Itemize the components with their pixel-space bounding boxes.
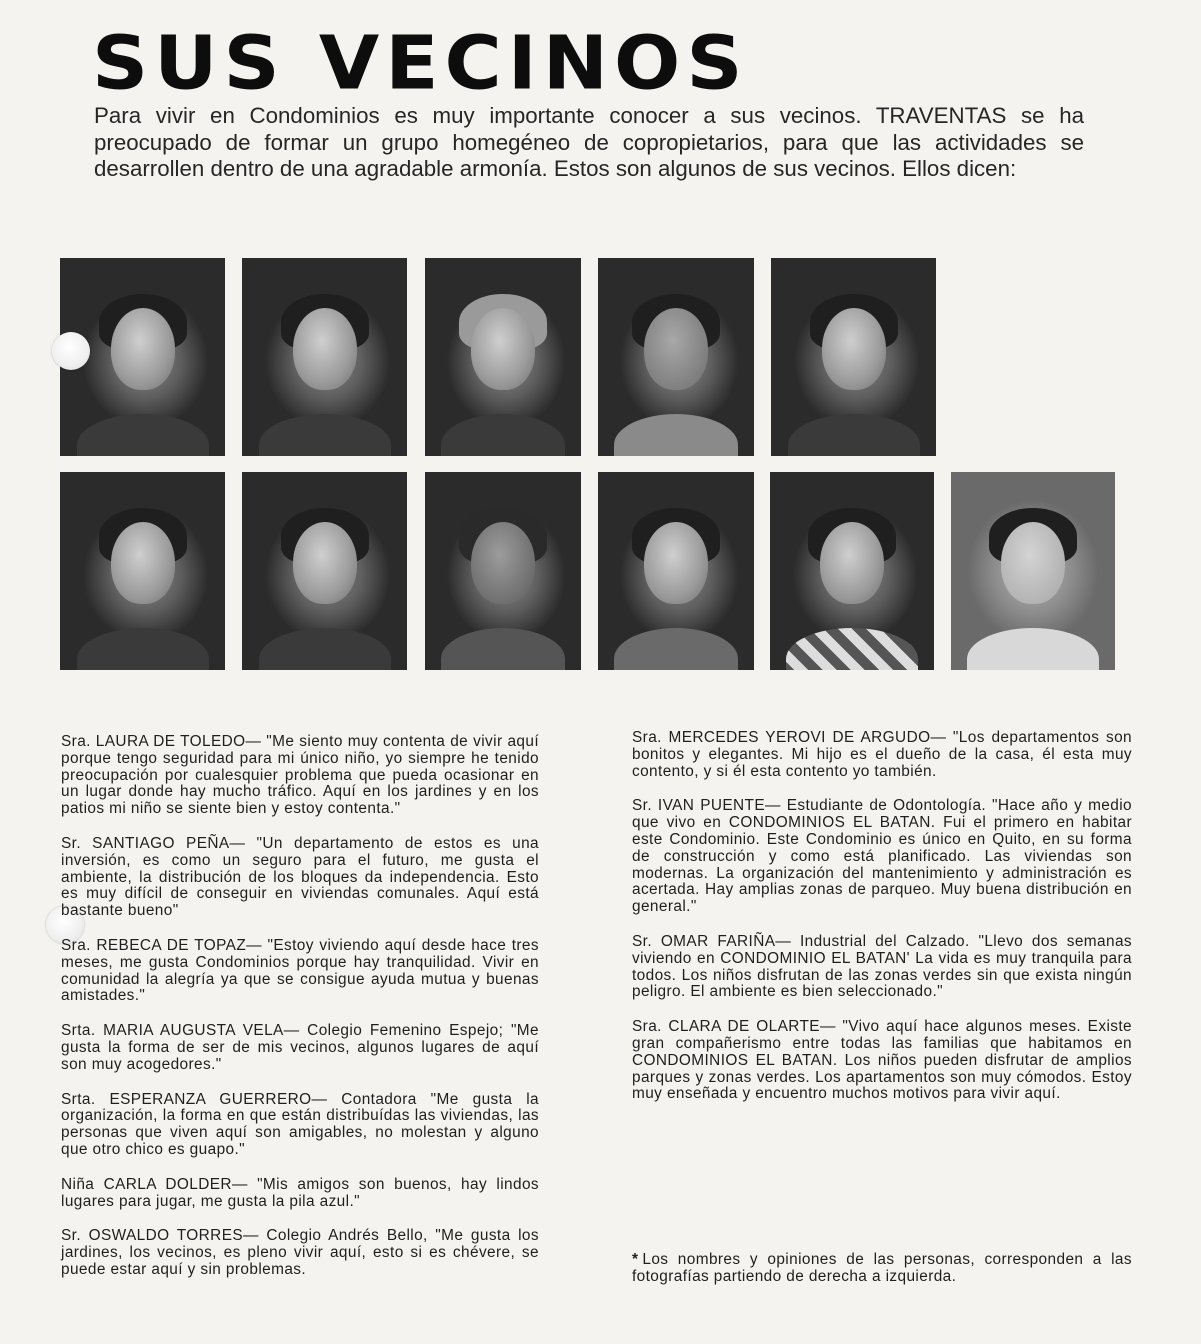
portrait-photo <box>951 472 1115 670</box>
portrait-photo <box>770 472 934 670</box>
portrait-photo <box>598 258 754 456</box>
footnote <box>632 1251 1132 1285</box>
testimonial: Sra. LAURA DE TOLEDO— "Me siento muy contenta de vivir aquí porque tengo seguridad para mi único niño, yo siempre he tenido preocupación por cualesquier problema que pueda ocasionar en un lugar donde hay mucho tráfico. Aquí en los jardines y en los patios mi niño se siente bien y estoy contenta." <box>61 733 539 818</box>
portrait-photo <box>425 472 581 670</box>
footnote-mark: * <box>632 1251 639 1268</box>
portrait-photo <box>242 258 407 456</box>
portrait-photo <box>771 258 936 456</box>
testimonial: Sra. REBECA DE TOPAZ— "Estoy viviendo aquí desde hace tres meses, me gusta Condominios porque hay tranquilidad. Vivir en comunidad la alegría ya que se consigue ayuda mutua y buenas amistades." <box>61 936 539 1005</box>
testimonial: Srta. ESPERANZA GUERRERO— Contadora "Me gusta la organización, la forma en que están distribuídas las viviendas, las personas que viven aquí son amigables, no molestan y alguno que otro chico es guapo." <box>61 1090 539 1158</box>
portrait-photo <box>598 472 754 670</box>
testimonials-left-column <box>61 734 539 1297</box>
testimonial: Sra. CLARA DE OLARTE— "Vivo aquí hace algunos meses. Existe gran compañerismo entre todas las familias que habitamos en CONDOMINIOS EL BATAN. Los niños pueden disfrutar de amplios parques y zonas verdes. Los apartamentos son muy cómodos. Estoy muy enseñada y encuentro muchos motivos para vivir aquí. <box>632 1018 1132 1103</box>
testimonial: Srta. MARIA AUGUSTA VELA— Colegio Femenino Espejo; "Me gusta la forma de ser de mis vecinos, algunos lugares de aquí son muy acogedores." <box>61 1022 539 1073</box>
testimonial: Niña CARLA DOLDER— "Mis amigos son buenos, hay lindos lugares para jugar, me gusta la pila azul." <box>61 1175 539 1210</box>
portrait-photo <box>242 472 407 670</box>
punch-hole <box>52 332 90 370</box>
testimonial: Sr. OSWALDO TORRES— Colegio Andrés Bello, "Me gusta los jardines, los vecinos, es pleno vivir aquí, esto si es chévere, se puede estar aquí y sin problemas. <box>61 1227 539 1278</box>
testimonial: Sr. IVAN PUENTE— Estudiante de Odontología. "Hace año y medio que vivo en CONDOMINIOS EL BATAN. Fui el primero en habitar este Condominio. Este Condominio es único en Quito, en su forma de construcción y como está planificado. Las viviendas son modernas. La organización del mantenimiento y administración es acertada. Hay amplias zonas de parqueo. Muy buena distribución en general." <box>632 797 1132 916</box>
testimonial: Sr. OMAR FARIÑA— Industrial del Calzado. "Llevo dos semanas viviendo en CONDOMINIO EL BATAN' La vida es muy tranquila para todos. Los niños disfrutan de las zonas verdes sin que exista ningún peligro. El ambiente es bien seleccionado." <box>632 932 1132 1001</box>
testimonial: Sra. MERCEDES YEROVI DE ARGUDO— "Los departamentos son bonitos y elegantes. Mi hijo es el dueño de la casa, él esta muy contento, y si él esta contento yo también. <box>632 729 1132 780</box>
intro-paragraph: Para vivir en Condominios es muy importante conocer a sus vecinos. TRAVENTAS se ha preocupado de formar un grupo homegéneo de copropietarios, para que las actividades se desarrollen dentro de una agradable armonía. Estos son algunos de sus vecinos. Ellos dicen: <box>94 103 1084 181</box>
footnote-text: Los nombres y opiniones de las personas, corresponden a las fotografías partiendo de derecha a izquierda. <box>632 1251 1132 1285</box>
portrait-photo <box>425 258 581 456</box>
testimonial: Sr. SANTIAGO PEÑA— "Un departamento de estos es una inversión, es como un seguro para el futuro, me gusta el ambiente, la distribución de los bloques da independencia. Esto es muy difícil de conseguir en viviendas comunales. Aquí está bastante bueno" <box>61 834 539 920</box>
page-title: SUS VECINOS <box>92 21 749 107</box>
testimonials-right-column <box>632 730 1132 1121</box>
portrait-photo <box>60 472 225 670</box>
